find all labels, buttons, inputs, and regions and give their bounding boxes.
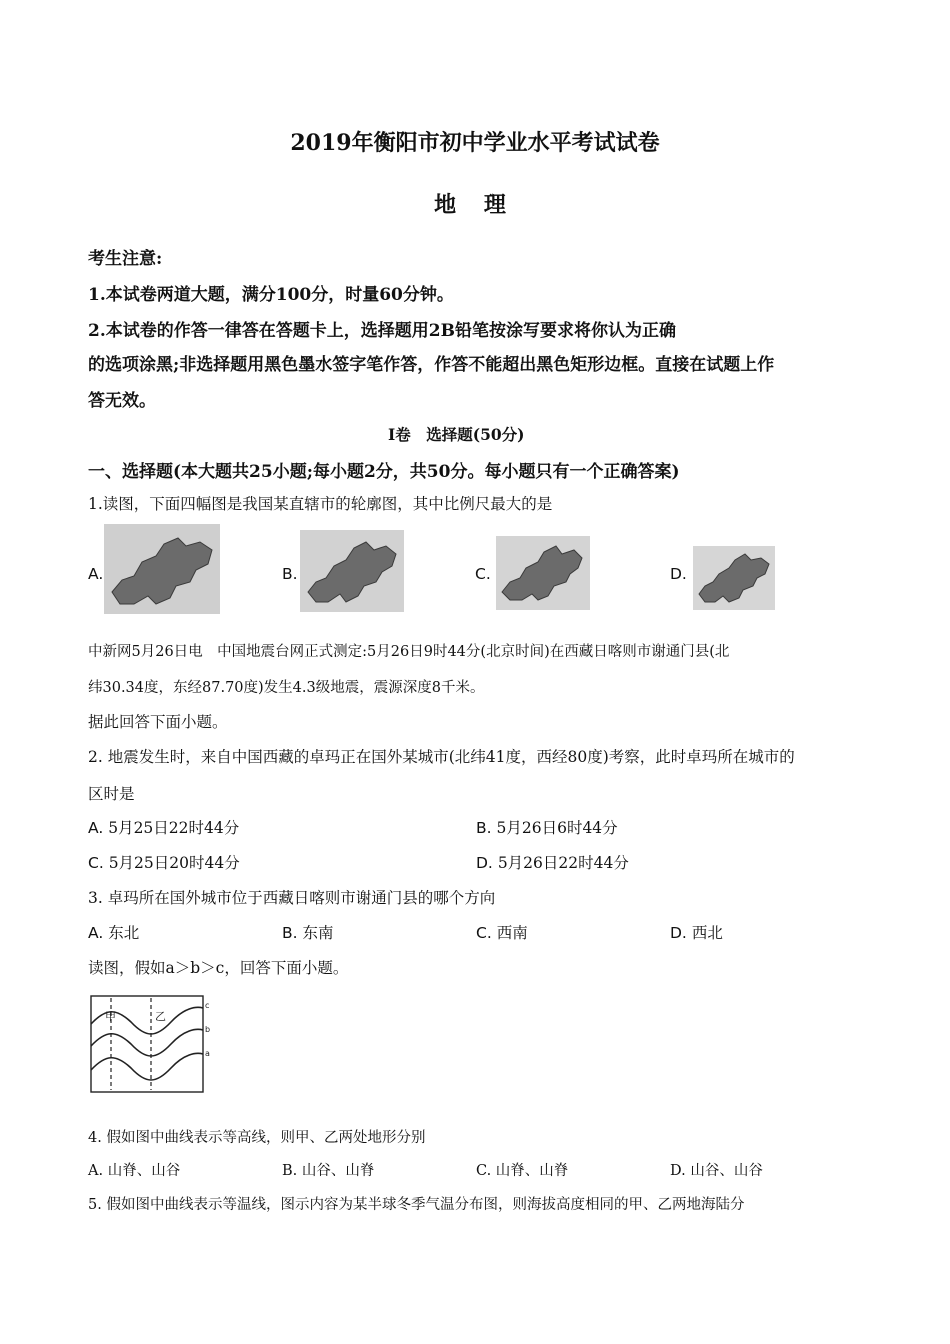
news-line-1: 中新网5月26日电 中国地震台网正式测定:5月26日9时44分(北京时间)在西藏日喀则市谢通门县(北 (88, 644, 730, 660)
q3-option-c-text: 西南 (496, 924, 528, 942)
label-b: b (205, 1025, 211, 1034)
subject-title: 地 理 (434, 192, 516, 218)
q2-option-d (476, 851, 629, 873)
q3-stem: 3. 卓玛所在国外城市位于西藏日喀则市谢通门县的哪个方向 (88, 889, 496, 907)
contour-figure (86, 990, 216, 1098)
notice-heading: 考生注意: (88, 249, 163, 269)
q3-option-a-label: A. (88, 924, 104, 942)
label-c: c (205, 1001, 210, 1010)
q1-stem: 1.读图，下面四幅图是我国某直辖市的轮廓图，其中比例尺最大的是 (88, 495, 553, 513)
q3-option-c-label: C. (476, 924, 492, 942)
q3-option-d-text: 西北 (691, 924, 723, 942)
q2-option-c-label: C. (88, 854, 104, 872)
label-jia: 甲 (105, 1010, 116, 1023)
q2-option-d-text: 5月26日22时44分 (497, 854, 629, 872)
q2-option-c (88, 851, 240, 873)
q4-option-a: A. 山脊、山谷 (88, 1163, 181, 1179)
q4-stem: 4. 假如图中曲线表示等高线，则甲、乙两处地形分别 (88, 1130, 426, 1146)
q2-stem-line-1: 2. 地震发生时，来自中国西藏的卓玛正在国外某城市(北纬41度，西经80度)考察，此时卓玛所在城市的 (88, 748, 795, 766)
notice-item-2-line-1: 2.本试卷的作答一律答在答题卡上，选择题用2B铅笔按涂写要求将你认为正确 (88, 321, 676, 341)
label-yi: 乙 (155, 1010, 166, 1023)
q3-option-b-label: B. (282, 924, 298, 942)
notice-item-2-line-3: 答无效。 (88, 391, 156, 411)
label-a: a (205, 1049, 210, 1058)
q3-option-d-label: D. (670, 924, 687, 942)
q2-option-a-text: 5月25日22时44分 (108, 819, 240, 837)
q3-option-b-text: 东南 (302, 924, 334, 942)
q5-stem: 5. 假如图中曲线表示等温线，图示内容为某半球冬季气温分布图，则海拔高度相同的甲、乙两地海陆分 (88, 1197, 745, 1213)
q3-option-b (282, 921, 334, 943)
q1-map-c (496, 536, 590, 610)
section-heading: 一、选择题(本大题共25小题;每小题2分，共50分。每小题只有一个正确答案) (88, 462, 680, 482)
q1-option-c-label: C. (475, 565, 491, 583)
news-line-2: 纬30.34度，东经87.70度)发生4.3级地震，震源深度8千米。 (88, 680, 485, 696)
q4-option-b: B. 山谷、山脊 (282, 1163, 375, 1179)
q1-option-a-label: A. (88, 565, 104, 583)
q3-option-a-text: 东北 (108, 924, 140, 942)
q1-map-d (693, 546, 775, 610)
q1-option-d-label: D. (670, 565, 687, 583)
section-title: I卷 选择题(50分) (388, 425, 525, 444)
q1-map-a (104, 524, 220, 614)
q2-option-a (88, 816, 239, 838)
q2-option-d-label: D. (476, 854, 493, 872)
q2-option-b (476, 816, 618, 838)
notice-item-2-line-2: 的选项涂黑;非选择题用黑色墨水签字笔作答，作答不能超出黑色矩形边框。直接在试题上作 (88, 355, 775, 375)
notice-item-1: 1.本试卷两道大题，满分100分，时量60分钟。 (88, 285, 454, 305)
q4-option-d: D. 山谷、山谷 (670, 1163, 763, 1179)
q4-option-c: C. 山脊、山脊 (476, 1163, 569, 1179)
exam-title: 2019年衡阳市初中学业水平考试试卷 (290, 130, 660, 156)
q1-option-b-label: B. (282, 565, 298, 583)
q2-option-b-text: 5月26日6时44分 (496, 819, 618, 837)
q3-option-a (88, 921, 139, 943)
q2-option-c-text: 5月25日20时44分 (108, 854, 240, 872)
q2-stem-line-2: 区时是 (88, 785, 135, 803)
q3-option-c (476, 921, 528, 943)
q3-option-d (670, 921, 723, 943)
q1-map-b (300, 530, 404, 612)
q2-option-b-label: B. (476, 819, 492, 837)
figure-2-intro: 读图，假如a＞b＞c，回答下面小题。 (88, 959, 349, 977)
news-instruction: 据此回答下面小题。 (88, 713, 228, 731)
q2-option-a-label: A. (88, 819, 104, 837)
